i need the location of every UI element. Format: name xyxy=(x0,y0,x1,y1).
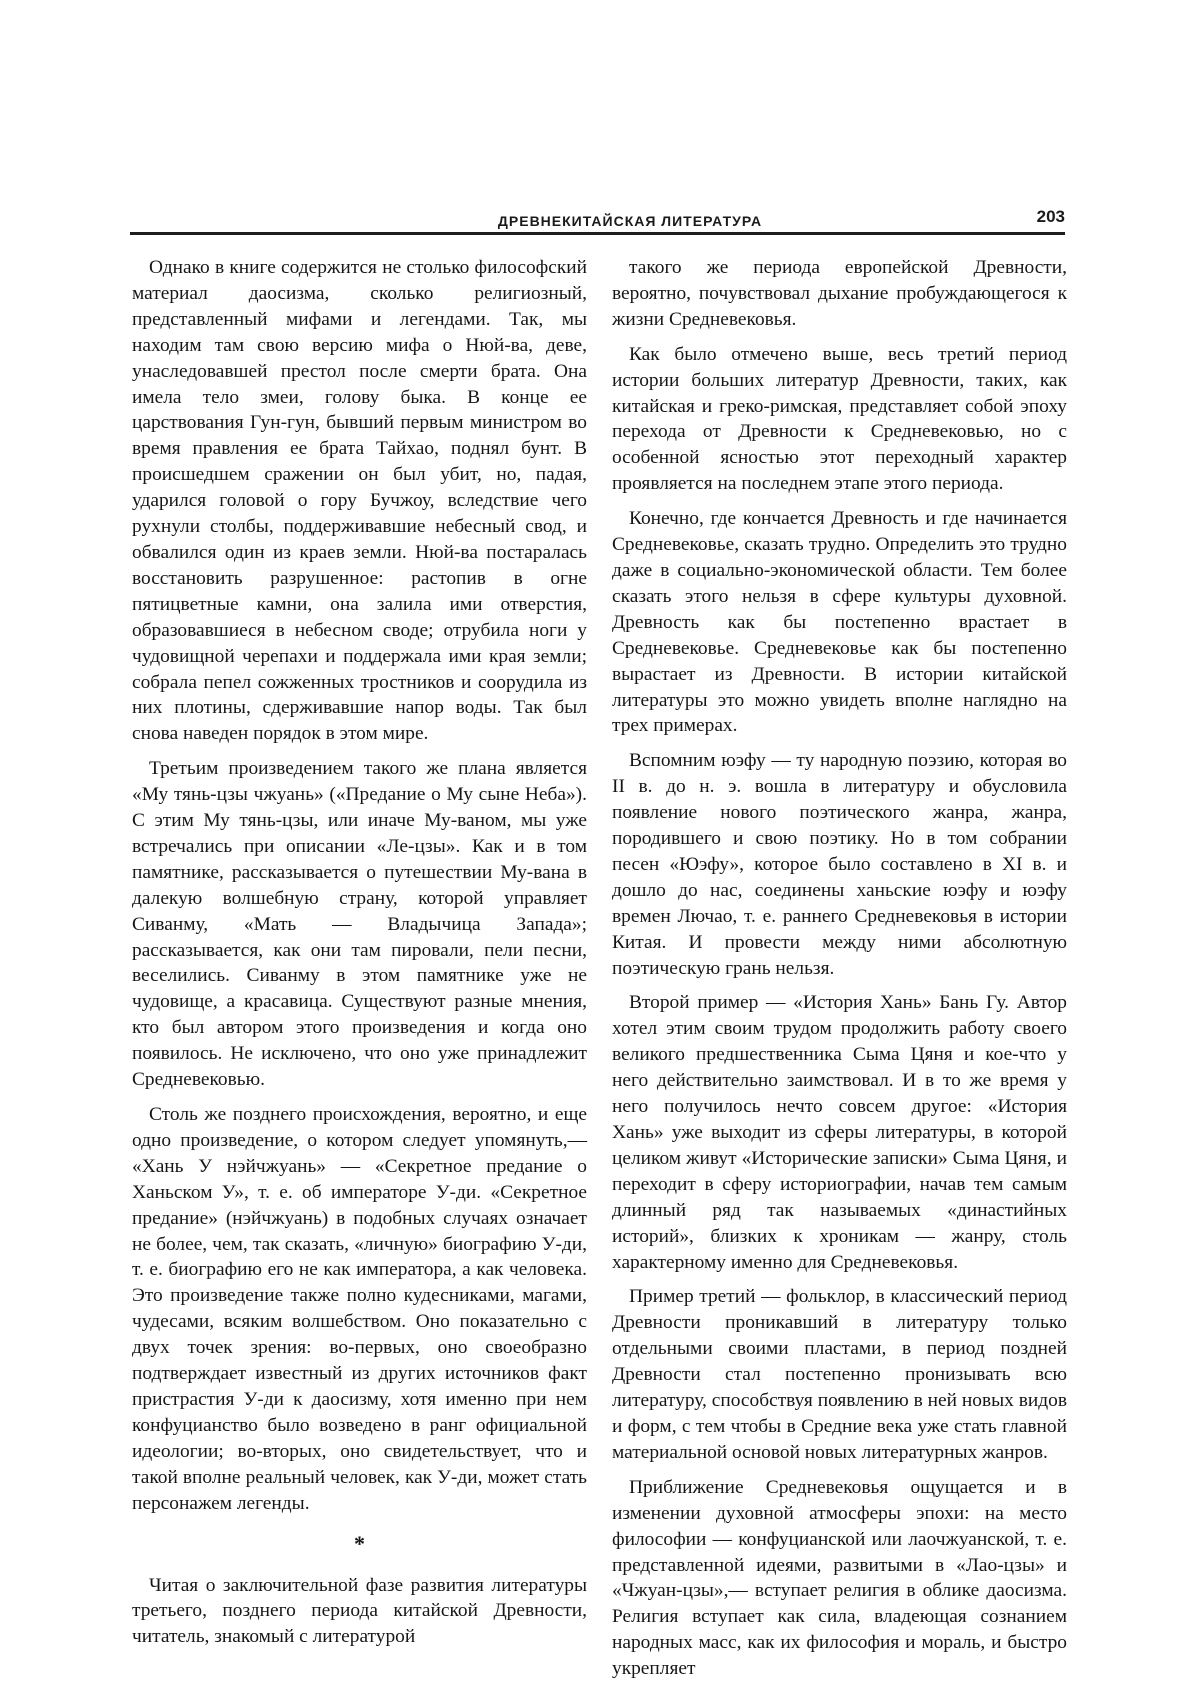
paragraph: Конечно, где кончается Древность и где начинается Средневековье, сказать трудно. Определить это трудно даже в социально-экономической области. Тем более сказать этого нельзя в сфере культуры духовной. Древность как бы постепенно врастает в Средневековье. Средневековье как бы постепенно вырастает из Древности. В истории китайской литературы это можно увидеть вполне наглядно на трех примерах. xyxy=(612,508,1067,737)
header-rule xyxy=(130,232,1065,235)
left-column xyxy=(132,255,587,1659)
paragraph: Приближение Средневековья ощущается и в изменении духовной атмосферы эпохи: на место философии — конфуцианской или лаочжуанской, т. е. представленной идеями, развитыми в «Лао-цзы» и «Чжуан-цзы»,— вступает религия в облике даосизма. Религия вступает как сила, владеющая сознанием народных масс, как их философия и мораль, и быстро укрепляет xyxy=(612,1476,1067,1680)
paragraph: Пример третий — фольклор, в классический период Древности проникавший в литературу только отдельными своими пластами, в период поздней Древности стал постепенно пронизывать всю литературу, способствуя появлению в ней новых видов и форм, с тем чтобы в Средние века уже стать главной материальной основой новых литературных жанров. xyxy=(612,1286,1067,1463)
paragraph: Вспомним юэфу — ту народную поэзию, которая во II в. до н. э. вошла в литературу и обусловила появление нового поэтического жанра, жанра, породившего и свою поэтику. Но в том собрании песен «Юэфу», которое было составлено в XI в. и дошло до нас, соединены ханьские юэфу и юэфу времен Лючао, т. е. раннего Средневековья в истории Китая. И провести между ними абсолютную поэтическую грань нельзя. xyxy=(612,750,1067,979)
paragraph: такого же периода европейской Древности, вероятно, почувствовал дыхание пробуждающегося к жизни Средневековья. xyxy=(612,257,1067,330)
right-column xyxy=(612,255,1067,1691)
paragraph: Читая о заключительной фазе развития литературы третьего, позднего периода китайской Древности, читатель, знакомый с литературой xyxy=(132,1574,587,1648)
page-number: 203 xyxy=(1036,207,1065,226)
paragraph: Однако в книге содержится не столько философский материал даосизма, сколько религиозный, представленный мифами и легендами. Так, мы находим там свою версию мифа о Нюй-ва, деве, унаследовавшей престол после смерти брата. Она имела тело змеи, голову быка. В конце ее царствования Гун-гун, бывший первым министром во время правления ее брата Тайхао, поднял бунт. В происшедшем сражении он был убит, но, падая, ударился головой о гору Бучжоу, вследствие чего рухнули столбы, поддерживавшие небесный свод, и обвалился один из краев земли. Нюй-ва постаралась восстановить разрушенное: растопив в огне пятицветные камни, она залила ими отверстия, образовавшиеся в небесном своде; отрубила ноги у чудовищной черепахи и поддержала ими края земли; собрала пепел сожженных тростников и соорудила из них плотины, сдерживавшие напор воды. Так был снова наведен порядок в этом мире. xyxy=(132,257,587,745)
running-header xyxy=(130,207,1065,234)
section-separator: * xyxy=(354,1530,365,1556)
paragraph: Второй пример — «История Хань» Бань Гу. Автор хотел этим своим трудом продолжить работу своего великого предшественника Сыма Цяня и кое-что у него действительно заимствовал. И в то же время у него получилось нечто совсем другое: «История Хань» уже выходит из сферы литературы, в которой целиком живут «Исторические записки» Сыма Цяня, и переходит в сферу историографии, начав тем самым длинный ряд так называемых «династийных историй», близких к хроникам — жанру, столь характерному именно для Средневековья. xyxy=(612,992,1067,1273)
running-header-title: ДРЕВНЕКИТАЙСКАЯ ЛИТЕРАТУРА xyxy=(497,213,763,229)
paragraph: Как было отмечено выше, весь третий период истории больших литератур Древности, таких, как китайская и греко-римская, представляет собой эпоху перехода от Древности к Средневековью, но с особенной ясностью этот переходный характер проявляется на последнем этапе этого периода. xyxy=(612,343,1067,495)
paragraph: Третьим произведением такого же плана является «Му тянь-цзы чжуань» («Предание о Му сыне Неба»). С этим Му тянь-цзы, или иначе Му-ваном, мы уже встречались при описании «Ле-цзы». Как и в том памятнике, рассказывается о путешествии Му-вана в далекую волшебную страну, которой управляет Сиванму, «Мать — Владычица Запада»; рассказывается, как они там пировали, пели песни, веселились. Сиванму в этом памятнике уже не чудовище, а красавица. Существуют разные мнения, кто был автором этого произведения и когда оно появилось. Не исключено, что оно уже принадлежит Средневековью. xyxy=(132,758,587,1091)
paragraph: Столь же позднего происхождения, вероятно, и еще одно произведение, о котором следует упомянуть,— «Хань У нэйчжуань» — «Секретное предание о Ханьском У», т. е. об императоре У-ди. «Секретное предание» (нэйчжуань) в подобных случаях означает не более, чем, так сказать, «личную» биографию У-ди, т. е. биографию его не как императора, а как человека. Это произведение также полно кудесниками, магами, чудесами, всяким волшебством. Оно показательно с двух точек зрения: во-первых, оно своеобразно подтверждает известный из других источников факт пристрастия У-ди к даосизму, хотя именно при нем конфуцианство было возведено в ранг официальной идеологии; во-вторых, оно свидетельствует, что и такой вполне реальный человек, как У-ди, может стать персонажем легенды. xyxy=(132,1104,587,1514)
